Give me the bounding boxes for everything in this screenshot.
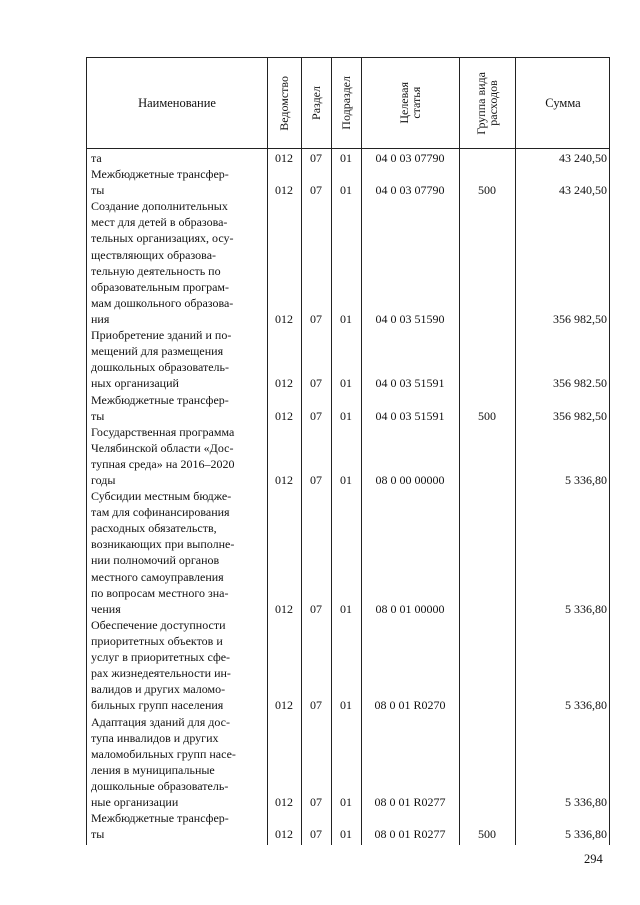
cell-name: Межбюджетные трансфер- ты — [91, 811, 229, 842]
cell-gruppa-vida: 500 — [478, 183, 496, 198]
cell-celevaya-statya: 08 0 00 00000 — [375, 473, 445, 488]
cell-razdel: 07 — [310, 151, 322, 166]
page-number: 294 — [584, 852, 603, 866]
table-row — [87, 714, 611, 811]
cell-celevaya-statya: 08 0 01 R0277 — [374, 795, 446, 810]
cell-name: Создание дополнительных мест для детей в образова- тельных организациях, осу- ществляющих образова- тельную деятельность по образовательным програм- мам дошкольного образова- ния — [91, 199, 234, 326]
cell-name: та — [91, 151, 102, 165]
cell-vedomstvo: 012 — [275, 408, 293, 423]
cell-name: Субсидии местным бюдже- там для софинансирования расходных обязательств, возникающих при выполне- нии полномочий органов местного самоуправления по вопросам местного зна- чения — [91, 489, 235, 616]
cell-podrazdel: 01 — [340, 151, 352, 166]
header-razdel-label: Раздел — [309, 86, 323, 120]
cell-summa: 5 336,80 — [565, 795, 607, 810]
cell-summa: 356 982,50 — [553, 408, 607, 423]
table-row — [87, 488, 611, 617]
cell-celevaya-statya: 08 0 01 R0277 — [374, 827, 446, 842]
cell-podrazdel: 01 — [340, 376, 352, 391]
cell-summa: 5 336,80 — [565, 698, 607, 713]
cell-name: Обеспечение доступности приоритетных объектов и услуг в приоритетных сфе- рах жизнедеятельности ин- валидов и других маломо- бильных групп населения — [91, 617, 231, 713]
cell-razdel: 07 — [310, 698, 322, 713]
cell-summa: 5 336,80 — [565, 473, 607, 488]
table-row — [87, 150, 611, 166]
cell-razdel: 07 — [310, 376, 322, 391]
header-gruppa-vida — [459, 58, 515, 148]
cell-celevaya-statya: 08 0 01 00000 — [375, 601, 445, 616]
table-row — [87, 327, 611, 391]
cell-podrazdel: 01 — [340, 698, 352, 713]
cell-summa: 356 982.50 — [553, 376, 607, 391]
cell-summa: 356 982,50 — [553, 312, 607, 327]
cell-razdel: 07 — [310, 601, 322, 616]
cell-summa: 5 336,80 — [565, 601, 607, 616]
header-summa: Сумма — [545, 95, 581, 110]
cell-podrazdel: 01 — [340, 473, 352, 488]
cell-vedomstvo: 012 — [275, 376, 293, 391]
cell-gruppa-vida: 500 — [478, 408, 496, 423]
cell-podrazdel: 01 — [340, 312, 352, 327]
cell-vedomstvo: 012 — [275, 698, 293, 713]
cell-razdel: 07 — [310, 827, 322, 842]
table-row — [87, 617, 611, 714]
cell-celevaya-statya: 04 0 03 51591 — [375, 376, 445, 391]
header-celevaya-statya — [361, 58, 459, 148]
cell-razdel: 07 — [310, 473, 322, 488]
cell-razdel: 07 — [310, 408, 322, 423]
cell-vedomstvo: 012 — [275, 183, 293, 198]
table-row — [87, 424, 611, 488]
cell-name: Межбюджетные трансфер- ты — [91, 392, 229, 423]
header-name: Наименование — [138, 95, 216, 110]
cell-vedomstvo: 012 — [275, 601, 293, 616]
header-divider — [87, 148, 609, 149]
cell-name: Приобретение зданий и по- мещений для размещения дошкольных образователь- ных организаций — [91, 328, 232, 391]
budget-table — [86, 57, 610, 845]
cell-vedomstvo: 012 — [275, 151, 293, 166]
table-row — [87, 166, 611, 198]
cell-razdel: 07 — [310, 312, 322, 327]
cell-summa: 43 240,50 — [559, 183, 607, 198]
cell-vedomstvo: 012 — [275, 312, 293, 327]
header-celevaya-statya-label: Целевая статья — [397, 82, 423, 124]
cell-vedomstvo: 012 — [275, 795, 293, 810]
cell-celevaya-statya: 04 0 03 51591 — [375, 408, 445, 423]
cell-celevaya-statya: 04 0 03 07790 — [375, 183, 445, 198]
header-razdel — [301, 58, 331, 148]
header-podrazdel-label: Подраздел — [339, 76, 353, 130]
cell-vedomstvo: 012 — [275, 827, 293, 842]
cell-celevaya-statya: 08 0 01 R0270 — [374, 698, 446, 713]
header-vedomstvo — [267, 58, 301, 148]
cell-name: Адаптация зданий для дос- тупа инвалидов и других маломобильных групп насе- ления в муниципальные дошкольные образователь- ные организации — [91, 714, 236, 809]
header-vedomstvo-label: Ведомство — [277, 75, 291, 131]
cell-name: Межбюджетные трансфер- ты — [91, 167, 229, 198]
header-podrazdel — [331, 58, 361, 148]
table-row — [87, 198, 611, 327]
cell-podrazdel: 01 — [340, 795, 352, 810]
table-row — [87, 392, 611, 424]
cell-podrazdel: 01 — [340, 183, 352, 198]
cell-celevaya-statya: 04 0 03 07790 — [375, 151, 445, 166]
table-row — [87, 810, 611, 842]
cell-summa: 43 240,50 — [559, 151, 607, 166]
cell-name: Государственная программа Челябинской области «Дос- тупная среда» на 2016–2020 годы — [91, 424, 235, 487]
cell-razdel: 07 — [310, 183, 322, 198]
cell-vedomstvo: 012 — [275, 473, 293, 488]
cell-summa: 5 336,80 — [565, 827, 607, 842]
cell-gruppa-vida: 500 — [478, 827, 496, 842]
cell-podrazdel: 01 — [340, 827, 352, 842]
header-gruppa-vida-label: Группа вида расходов — [474, 71, 500, 135]
cell-podrazdel: 01 — [340, 408, 352, 423]
cell-celevaya-statya: 04 0 03 51590 — [375, 312, 445, 327]
cell-podrazdel: 01 — [340, 601, 352, 616]
cell-razdel: 07 — [310, 795, 322, 810]
